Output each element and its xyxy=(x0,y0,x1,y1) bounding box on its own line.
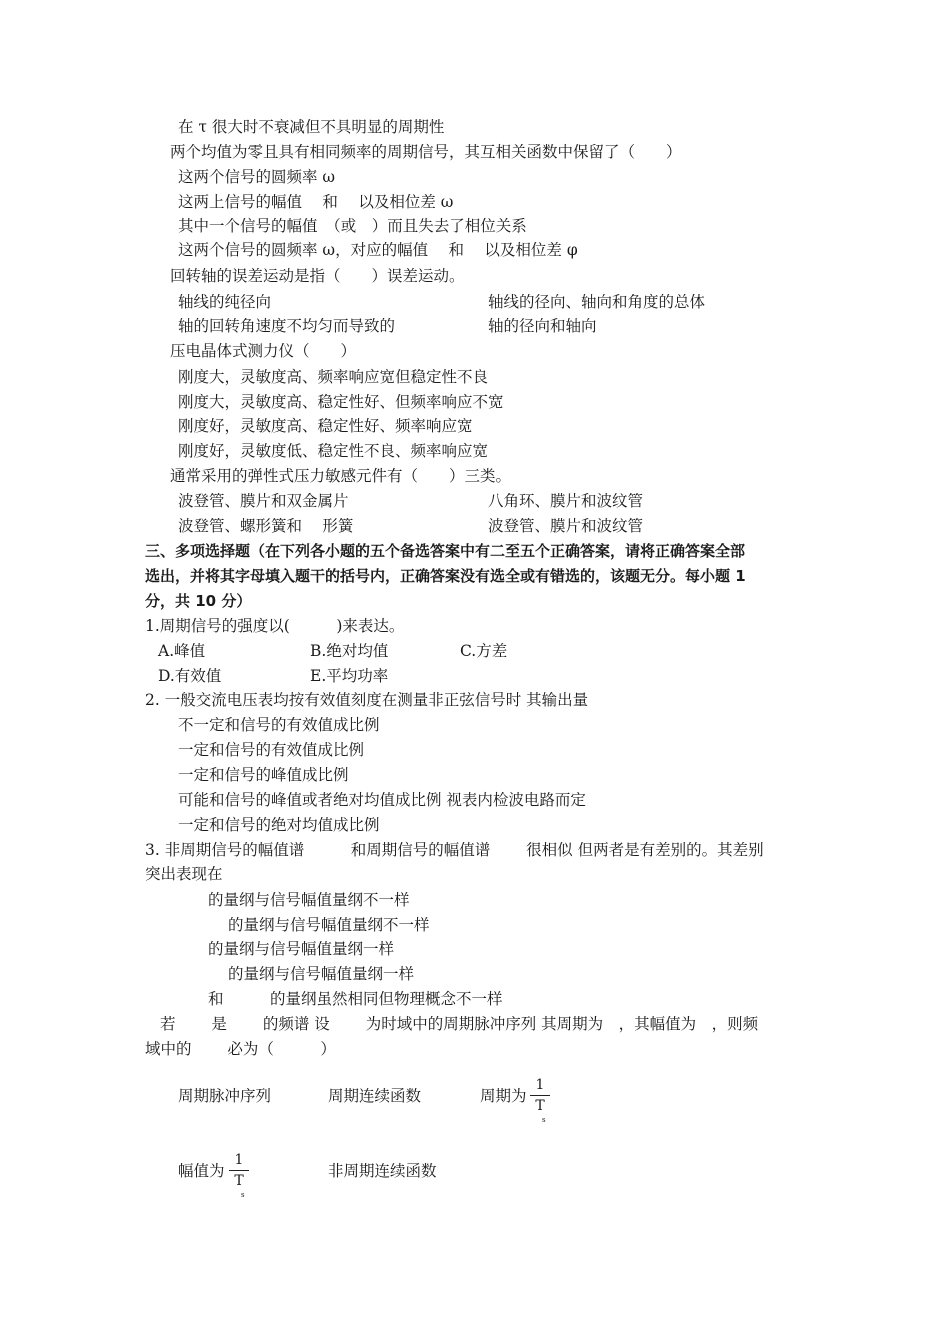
m1-option-c: C.方差 xyxy=(460,642,508,660)
q5-stem: 通常采用的弹性式压力敏感元件有（ ）三类。 xyxy=(170,467,512,485)
fraction-denominator: T xyxy=(535,1098,545,1114)
m2-stem: 2. 一般交流电压表均按有效值刻度在测量非正弦信号时 其输出量 xyxy=(145,691,589,709)
section3-heading-line3: 分，共 10 分） xyxy=(145,592,252,610)
section3-heading-line2: 选出，并将其字母填入题干的括号内，正确答案没有选全或有错选的，该题无分。每小题 1 xyxy=(145,567,746,585)
m4-stem-line2: 域中的 必为（ ） xyxy=(145,1040,336,1058)
q3-option-c: 轴的回转角速度不均匀而导致的 xyxy=(178,317,396,335)
m3-option-c: 的量纲与信号幅值量纲一样 xyxy=(208,940,395,958)
q2-option-d: 这两个信号的圆频率 ω，对应的幅值 和 以及相位差 φ xyxy=(178,241,578,259)
m1-option-d: D.有效值 xyxy=(158,667,222,685)
m1-stem: 1.周期信号的强度以( )来表达。 xyxy=(145,617,405,635)
q4-stem: 压电晶体式测力仪（ ） xyxy=(170,342,357,360)
section3-heading-line1: 三、多项选择题（在下列各小题的五个备选答案中有二至五个正确答案，请将正确答案全部 xyxy=(145,542,746,560)
q4-option-d: 刚度好，灵敏度低、稳定性不良、频率响应宽 xyxy=(178,442,489,460)
m1-option-e: E.平均功率 xyxy=(310,667,389,685)
m2-option-d: 可能和信号的峰值或者绝对均值成比例 视表内检波电路而定 xyxy=(178,791,586,809)
q4-option-c: 刚度好，灵敏度高、稳定性好、频率响应宽 xyxy=(178,417,473,435)
q5-option-a: 波登管、膜片和双金属片 xyxy=(178,492,349,510)
m4-option-e: 非周期连续函数 xyxy=(328,1162,437,1180)
m3-option-a: 的量纲与信号幅值量纲不一样 xyxy=(208,891,410,909)
m4-stem-line1: 若 是 的频谱 设 为时域中的周期脉冲序列 其周期为 ，其幅值为 ，则频 xyxy=(160,1015,759,1033)
m3-option-d: 的量纲与信号幅值量纲一样 xyxy=(228,965,415,983)
q5-option-b: 八角环、膜片和波纹管 xyxy=(488,492,644,510)
q5-option-c: 波登管、螺形簧和 形簧 xyxy=(178,517,354,535)
q3-option-d: 轴的径向和轴向 xyxy=(488,317,597,335)
m2-option-e: 一定和信号的绝对均值成比例 xyxy=(178,816,380,834)
m2-option-a: 不一定和信号的有效值成比例 xyxy=(178,716,380,734)
fraction-denominator: T xyxy=(234,1173,244,1189)
q4-option-a: 刚度大，灵敏度高、频率响应宽但稳定性不良 xyxy=(178,368,489,386)
q2-option-b: 这两上信号的幅值 和 以及相位差 ω xyxy=(178,193,454,211)
fraction-subscript: s xyxy=(241,1191,245,1199)
m3-stem-line2: 突出表现在 xyxy=(145,865,223,883)
m3-option-b: 的量纲与信号幅值量纲不一样 xyxy=(228,916,430,934)
m2-option-b: 一定和信号的有效值成比例 xyxy=(178,741,365,759)
m2-option-c: 一定和信号的峰值成比例 xyxy=(178,766,349,784)
q3-option-b: 轴线的径向、轴向和角度的总体 xyxy=(488,293,706,311)
m4-option-d-fraction xyxy=(229,1151,249,1199)
q3-stem: 回转轴的误差运动是指（ ）误差运动。 xyxy=(170,267,465,285)
fraction-bar xyxy=(229,1170,249,1171)
q2-option-c: 其中一个信号的幅值 （或 ）而且失去了相位关系 xyxy=(178,217,527,235)
m4-option-d: 幅值为 xyxy=(178,1162,225,1180)
m4-option-b: 周期连续函数 xyxy=(328,1087,422,1105)
m3-stem-line1: 3. 非周期信号的幅值谱 和周期信号的幅值谱 很相似 但两者是有差别的。其差别 xyxy=(145,841,764,859)
m4-option-a: 周期脉冲序列 xyxy=(178,1087,272,1105)
fraction-subscript: s xyxy=(542,1116,546,1124)
m4-option-c-fraction xyxy=(530,1076,550,1124)
m1-option-b: B.绝对均值 xyxy=(310,642,389,660)
m1-option-a: A.峰值 xyxy=(158,642,206,660)
fraction-bar xyxy=(530,1095,550,1096)
m3-option-e: 和 的量纲虽然相同但物理概念不一样 xyxy=(208,990,503,1008)
fraction-numerator: 1 xyxy=(234,1152,244,1168)
q3-option-a: 轴线的纯径向 xyxy=(178,293,272,311)
q2-stem: 两个均值为零且具有相同频率的周期信号，其互相关函数中保留了（ ） xyxy=(170,143,682,161)
q4-option-b: 刚度大，灵敏度高、稳定性好、但频率响应不宽 xyxy=(178,393,504,411)
q1-option-d: 在 τ 很大时不衰减但不具明显的周期性 xyxy=(178,118,445,136)
m4-option-c: 周期为 xyxy=(480,1087,527,1105)
fraction-numerator: 1 xyxy=(535,1077,545,1093)
q5-option-d: 波登管、膜片和波纹管 xyxy=(488,517,644,535)
q2-option-a: 这两个信号的圆频率 ω xyxy=(178,168,336,186)
